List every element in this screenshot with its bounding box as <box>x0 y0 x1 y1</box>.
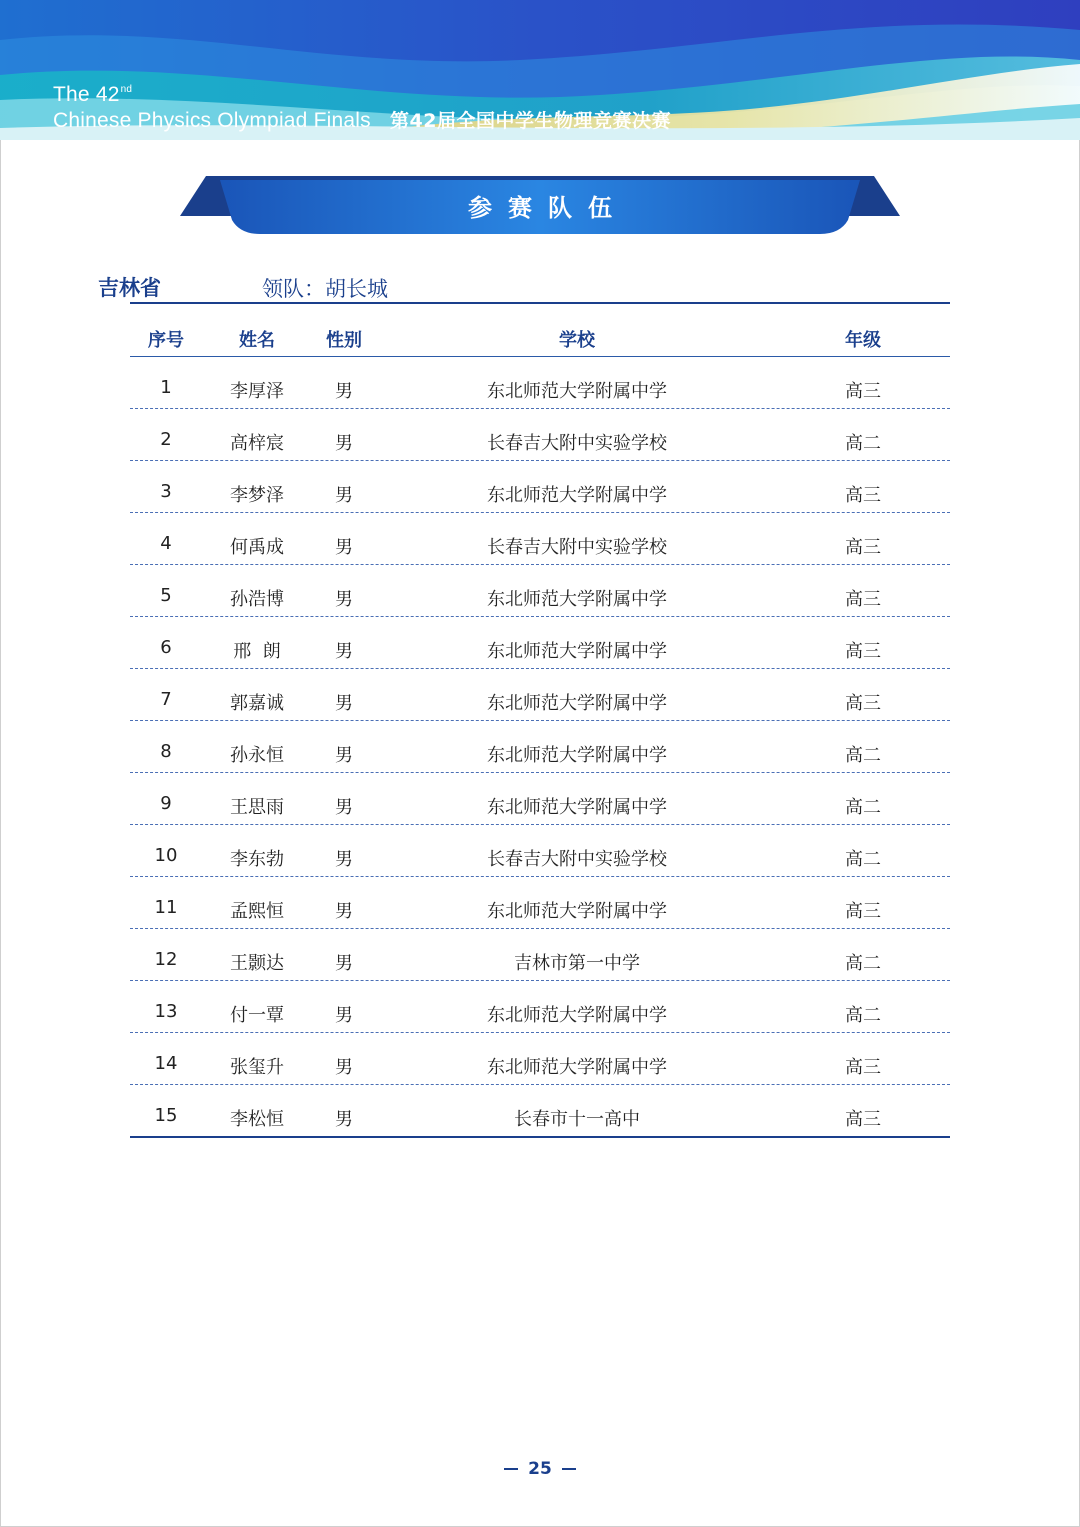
cell-no: 13 <box>154 1001 178 1022</box>
cell-name: 何禹成 <box>230 537 284 558</box>
province-label: 吉林省 <box>98 276 161 300</box>
cell-gender: 男 <box>335 1005 353 1026</box>
cell-name: 邢 朗 <box>233 641 281 662</box>
page-number: 25 <box>528 1459 552 1479</box>
cell-school: 长春吉大附中实验学校 <box>487 537 667 558</box>
cell-gender: 男 <box>335 641 353 662</box>
banner-title-en-prefix: The 42 <box>53 83 120 106</box>
cell-gender: 男 <box>335 745 353 766</box>
cell-school: 东北师范大学附属中学 <box>487 901 667 922</box>
banner-title-cn: 第42届全国中学生物理竞赛决赛 <box>390 110 671 132</box>
table-row <box>130 409 950 461</box>
footer-dash-left <box>504 1468 518 1470</box>
cell-no: 9 <box>160 793 172 814</box>
cell-name: 王思雨 <box>230 797 284 818</box>
header-grade: 年级 <box>845 330 881 351</box>
table-row <box>130 981 950 1033</box>
cell-no: 10 <box>154 845 178 866</box>
cell-no: 1 <box>160 377 172 398</box>
table-row <box>130 669 950 721</box>
cell-school: 长春吉大附中实验学校 <box>487 849 667 870</box>
cell-school: 长春吉大附中实验学校 <box>487 433 667 454</box>
table-row <box>130 1085 950 1138</box>
cell-name: 付一覃 <box>230 1005 284 1026</box>
header-school: 学校 <box>559 330 595 351</box>
cell-grade: 高三 <box>845 901 881 922</box>
cell-grade: 高二 <box>845 1005 881 1026</box>
cell-no: 5 <box>160 585 172 606</box>
table-row <box>130 513 950 565</box>
cell-school: 东北师范大学附属中学 <box>487 797 667 818</box>
cell-gender: 男 <box>335 433 353 454</box>
table-row <box>130 565 950 617</box>
cell-name: 李厚泽 <box>230 381 284 402</box>
cell-grade: 高二 <box>845 745 881 766</box>
page-footer <box>0 1459 1080 1479</box>
cell-school: 东北师范大学附属中学 <box>487 381 667 402</box>
section-title: 参赛队伍 <box>468 194 628 222</box>
cell-grade: 高二 <box>845 953 881 974</box>
cell-gender: 男 <box>335 901 353 922</box>
cell-gender: 男 <box>335 1109 353 1130</box>
cell-no: 3 <box>160 481 172 502</box>
cell-school: 长春市十一高中 <box>514 1109 640 1130</box>
cell-gender: 男 <box>335 537 353 558</box>
cell-no: 4 <box>160 533 172 554</box>
cell-school: 吉林市第一中学 <box>514 953 640 974</box>
cell-no: 14 <box>154 1053 178 1074</box>
header-banner <box>0 0 1080 140</box>
table-row <box>130 773 950 825</box>
cell-no: 6 <box>160 637 172 658</box>
table-row <box>130 461 950 513</box>
cell-gender: 男 <box>335 589 353 610</box>
cell-grade: 高三 <box>845 693 881 714</box>
cell-school: 东北师范大学附属中学 <box>487 693 667 714</box>
cell-school: 东北师范大学附属中学 <box>487 641 667 662</box>
cell-name: 李东勃 <box>230 849 284 870</box>
table-row <box>130 721 950 773</box>
cell-name: 孟熙恒 <box>230 901 284 922</box>
cell-grade: 高三 <box>845 485 881 506</box>
cell-school: 东北师范大学附属中学 <box>487 1005 667 1026</box>
cell-school: 东北师范大学附属中学 <box>487 485 667 506</box>
table-row <box>130 1033 950 1085</box>
cell-no: 7 <box>160 689 172 710</box>
cell-name: 孙浩博 <box>230 589 284 610</box>
cell-name: 王颢达 <box>230 953 284 974</box>
cell-gender: 男 <box>335 849 353 870</box>
table-row <box>130 617 950 669</box>
cell-gender: 男 <box>335 381 353 402</box>
cell-name: 李松恒 <box>230 1109 284 1130</box>
table-row <box>130 357 950 409</box>
cell-gender: 男 <box>335 797 353 818</box>
cell-grade: 高三 <box>845 1109 881 1130</box>
cell-grade: 高三 <box>845 381 881 402</box>
cell-gender: 男 <box>335 485 353 506</box>
header-no: 序号 <box>148 330 184 351</box>
table-row <box>130 877 950 929</box>
cell-name: 郭嘉诚 <box>230 693 284 714</box>
header-name: 姓名 <box>239 330 275 351</box>
cell-school: 东北师范大学附属中学 <box>487 1057 667 1078</box>
banner-title-en <box>53 77 371 134</box>
top-rule <box>130 302 950 304</box>
cell-name: 高梓宸 <box>230 433 284 454</box>
cell-grade: 高二 <box>845 849 881 870</box>
table-header <box>130 316 950 356</box>
team-leader: 领队：胡长城 <box>262 277 388 301</box>
header-gender: 性别 <box>326 330 362 351</box>
cell-name: 张玺升 <box>230 1057 284 1078</box>
cell-no: 15 <box>154 1105 178 1126</box>
banner-title-en-line2: Chinese Physics Olympiad Finals <box>53 109 371 132</box>
cell-gender: 男 <box>335 953 353 974</box>
cell-school: 东北师范大学附属中学 <box>487 589 667 610</box>
cell-gender: 男 <box>335 1057 353 1078</box>
cell-no: 8 <box>160 741 172 762</box>
team-table <box>130 357 950 1138</box>
table-row <box>130 929 950 981</box>
banner-title-en-sup: nd <box>120 84 133 95</box>
cell-no: 2 <box>160 429 172 450</box>
cell-grade: 高二 <box>845 797 881 818</box>
cell-no: 11 <box>154 897 178 918</box>
cell-school: 东北师范大学附属中学 <box>487 745 667 766</box>
cell-grade: 高三 <box>845 1057 881 1078</box>
table-row <box>130 825 950 877</box>
cell-name: 孙永恒 <box>230 745 284 766</box>
cell-grade: 高三 <box>845 537 881 558</box>
cell-grade: 高二 <box>845 433 881 454</box>
cell-no: 12 <box>154 949 178 970</box>
cell-gender: 男 <box>335 693 353 714</box>
cell-name: 李梦泽 <box>230 485 284 506</box>
cell-grade: 高三 <box>845 641 881 662</box>
cell-grade: 高三 <box>845 589 881 610</box>
footer-dash-right <box>562 1468 576 1470</box>
